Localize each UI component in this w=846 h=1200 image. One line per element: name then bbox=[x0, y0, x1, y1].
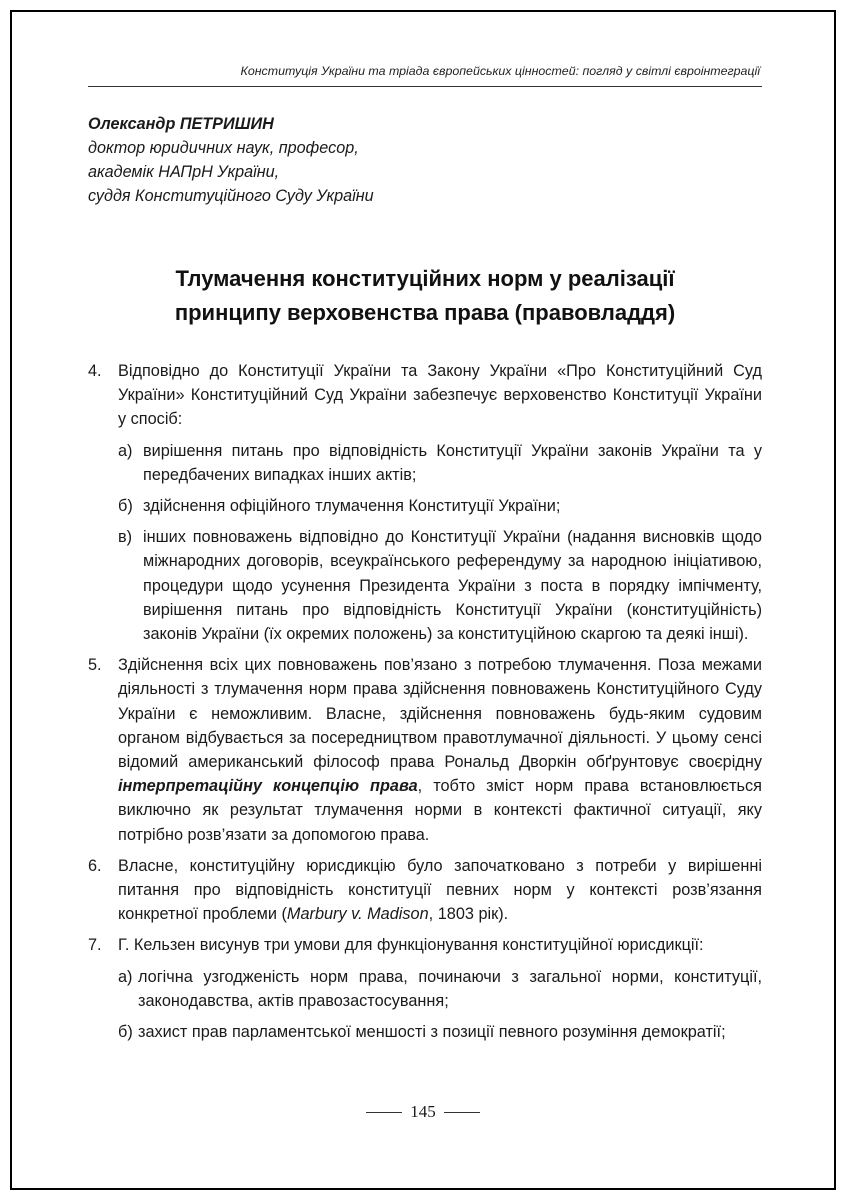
author-academy: академік НАПрН України, bbox=[88, 163, 280, 181]
sub-item bbox=[88, 439, 762, 487]
list-item bbox=[88, 854, 762, 927]
emphasized-term: інтерпретаційну концепцію права bbox=[118, 777, 418, 796]
sub-item bbox=[88, 494, 762, 518]
sub-item-label: б) bbox=[118, 1023, 133, 1042]
item-text-before: Власне, конституційну юрисдикцію було започатковано з потреби у вирішенні питання про відповідність конституції певних норм у контексті розв’язання конкретної проблеми ( bbox=[118, 856, 762, 924]
footer-rule-left bbox=[366, 1112, 402, 1113]
sub-item-label: б) bbox=[118, 497, 133, 516]
sub-item-text: здійснення офіційного тлумачення Конституції України; bbox=[143, 497, 561, 516]
sub-item-text: вирішення питань про відповідність Конституції України законів України та у передбачених випадках інших актів; bbox=[143, 441, 762, 484]
item-text: Відповідно до Конституції України та Закону України «Про Конституційний Суд України» Конституційний Суд України забезпечує верховенство Конституції України у спосіб: bbox=[118, 362, 762, 429]
sub-item-label: а) bbox=[118, 441, 133, 460]
sub-item-text: захист прав парламентської меншості з позиції певного розуміння демократії; bbox=[138, 1023, 726, 1042]
item-text: Г. Кельзен висунув три умови для функціонування конституційної юрисдикції: bbox=[118, 936, 704, 955]
item-number: 4. bbox=[88, 362, 102, 380]
sub-item bbox=[88, 1020, 762, 1044]
article-body bbox=[88, 359, 762, 1051]
case-citation: Marbury v. Madison bbox=[286, 905, 429, 924]
sub-item bbox=[88, 525, 762, 646]
item-text-after: , 1803 рік). bbox=[428, 905, 509, 924]
article-title bbox=[88, 262, 762, 330]
page-footer bbox=[0, 1102, 846, 1122]
sub-item-label: а) bbox=[118, 967, 133, 986]
title-line-1: Тлумачення конституційних норм у реалізації bbox=[175, 266, 675, 291]
author-degree: доктор юридичних наук, професор, bbox=[88, 139, 359, 157]
sub-item bbox=[88, 965, 762, 1013]
sub-item-text: інших повноважень відповідно до Конституції України (надання висновків щодо міжнародних договорів, всеукраїнського референдуму за народною ініціативою, процедури щодо усунення Президента України з поста в порядку імпічменту, вирішення питань про відповідність Конституції України (конституційність) законів України (їх окремих положень) за конституційною скаргою та деякі інші). bbox=[143, 528, 762, 644]
running-head: Конституція України та тріада європейських цінностей: погляд у світлі євроінтеграції bbox=[240, 64, 760, 78]
item-number: 6. bbox=[88, 856, 102, 875]
footer-rule-right bbox=[444, 1112, 480, 1113]
item-number: 5. bbox=[88, 656, 102, 675]
item-number: 7. bbox=[88, 936, 102, 955]
sub-item-label: в) bbox=[118, 528, 133, 547]
header-rule bbox=[88, 86, 762, 87]
author-block bbox=[88, 112, 374, 208]
title-line-2: принципу верховенства права (правовладдя) bbox=[174, 300, 676, 325]
list-item bbox=[88, 933, 762, 957]
item-text-before: Здійснення всіх цих повноважень пов’язано з потребою тлумачення. Поза межами діяльності з тлумачення норм права здійснення повноважень Конституційного Суду України є неможливим. Власне, здійснення повноважень будь-яким судовим органом відбувається за посередництвом правотлумачної діяльності. У цьому сенсі відомий американський філософ права Рональд Дворкін обґрунтовує своєрідну bbox=[118, 656, 762, 772]
list-item bbox=[88, 653, 762, 847]
author-name: Олександр ПЕТРИШИН bbox=[88, 115, 274, 133]
author-position: суддя Конституційного Суду України bbox=[88, 187, 374, 205]
sub-item-text: логічна узгодженість норм права, починаючи з загальної норми, конституції, законодавства, актів правозастосування; bbox=[138, 967, 762, 1010]
item-text-after: , тобто зміст норм права встановлюється виключно як результат тлумачення норми в контексті фактичної ситуації, яку потрібно розв’язати за допомогою права. bbox=[118, 777, 762, 844]
list-item bbox=[88, 359, 762, 432]
page-number: 145 bbox=[410, 1102, 436, 1121]
